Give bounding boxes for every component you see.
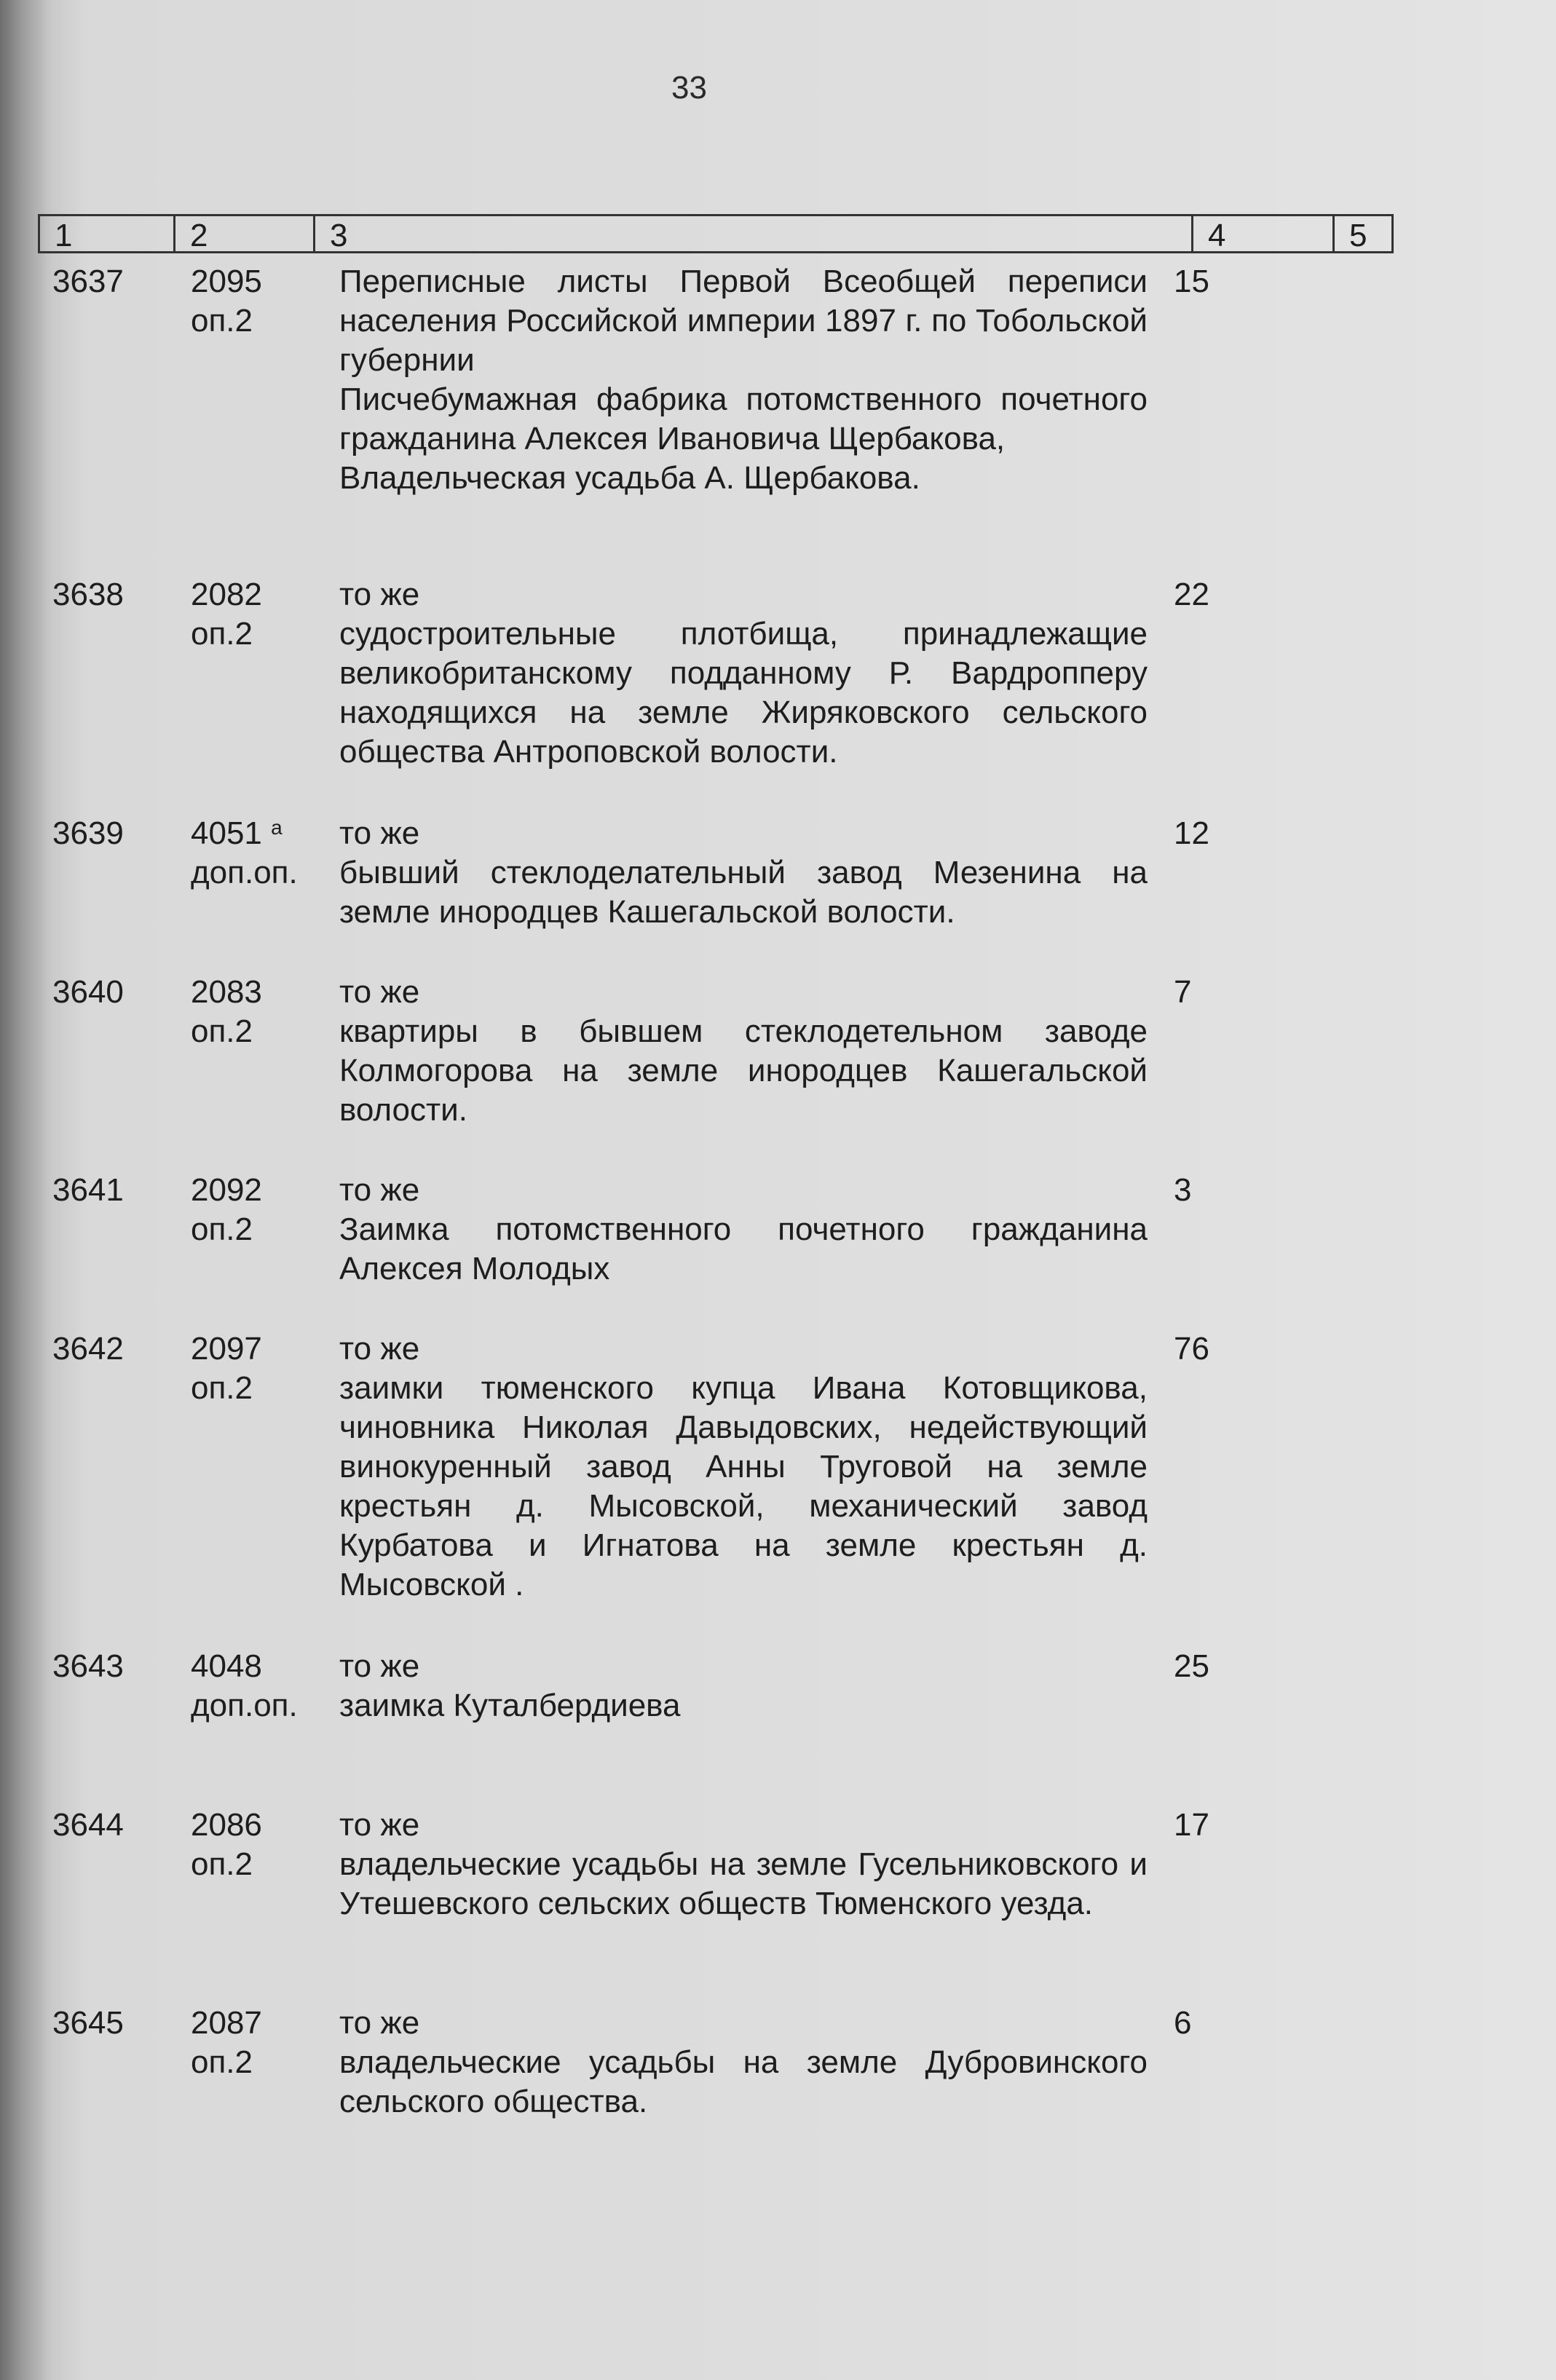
fund-number: 2095 xyxy=(191,264,262,299)
entry-sheet-count: 15 xyxy=(1174,264,1209,299)
description-line: Писчебумажная фабрика потомственного почетного гражданина Алексея Ивановича Щербакова, xyxy=(339,381,1148,456)
description-line: Переписные листы Первой Всеобщей переписи населения Российской империи 1897 г. по Тобольской губернии xyxy=(339,264,1148,378)
entry-sheet-count: 17 xyxy=(1174,1807,1209,1843)
fund-superscript: а xyxy=(271,816,283,839)
entry-description xyxy=(339,973,1148,1130)
entry-fund xyxy=(191,1171,329,1249)
description-line: то же xyxy=(339,815,420,851)
entry-description xyxy=(339,1647,1148,1725)
description-line: то же xyxy=(339,1172,420,1208)
entry-number: 3638 xyxy=(52,577,124,612)
description-line: Заимка потомственного почетного гражданина Алексея Молодых xyxy=(339,1211,1148,1286)
fund-number: 2083 xyxy=(191,974,262,1010)
entry-number: 3643 xyxy=(52,1648,124,1684)
inventory-label: оп.2 xyxy=(191,1370,253,1406)
entry-description xyxy=(339,262,1148,498)
entry-sheet-count: 12 xyxy=(1174,815,1209,851)
description-line: квартиры в бывшем стеклодетельном заводе Колмогорова на земле инородцев Кашегальской волости. xyxy=(339,1013,1148,1128)
inventory-label: оп.2 xyxy=(191,1211,253,1247)
inventory-label: оп.2 xyxy=(191,1846,253,1882)
entry-description xyxy=(339,1171,1148,1289)
fund-number: 2086 xyxy=(191,1807,262,1843)
fund-number: 2092 xyxy=(191,1172,262,1208)
page-number: 33 xyxy=(671,70,707,106)
description-line: судостроительные плотбища, принадлежащие великобританскому подданному Р. Вардропперу находящихся на земле Жиряковского сельского общества Антроповской волости. xyxy=(339,616,1148,770)
entry-fund xyxy=(191,1647,329,1725)
description-line: заимка Куталбердиева xyxy=(339,1688,681,1723)
entry-fund xyxy=(191,1329,329,1408)
description-line: то же xyxy=(339,1331,420,1367)
description-line: то же xyxy=(339,2005,420,2041)
entry-sheet-count: 25 xyxy=(1174,1648,1209,1684)
entry-number: 3641 xyxy=(52,1172,124,1208)
description-line: заимки тюменского купца Ивана Котовщикова, чиновника Николая Давыдовских, недействующий винокуренный завод Анны Труговой на земле крестьян д. Мысовской, механический завод Курбатова и Игнатова на земле крестьян д. Мысовской . xyxy=(339,1370,1148,1602)
entry-sheet-count: 22 xyxy=(1174,577,1209,612)
fund-number: 2097 xyxy=(191,1331,262,1367)
entry-description xyxy=(339,1329,1148,1605)
entry-sheet-count: 6 xyxy=(1174,2005,1192,2041)
column-header-2: 2 xyxy=(175,216,315,251)
entry-number: 3642 xyxy=(52,1331,124,1367)
fund-number: 4051 xyxy=(191,815,262,851)
description-line: владельческие усадьбы на земле Дубровинского сельского общества. xyxy=(339,2044,1148,2119)
entry-fund xyxy=(191,575,329,654)
fund-number: 4048 xyxy=(191,1648,262,1684)
entry-description xyxy=(339,814,1148,932)
inventory-label: оп.2 xyxy=(191,303,253,339)
entry-number: 3639 xyxy=(52,815,124,851)
column-header-row xyxy=(38,214,1394,253)
entry-fund xyxy=(191,1806,329,1884)
column-header-3: 3 xyxy=(315,216,1193,251)
entry-description xyxy=(339,1806,1148,1924)
entry-fund xyxy=(191,262,329,341)
entry-sheet-count: 3 xyxy=(1174,1172,1192,1208)
description-line: то же xyxy=(339,1648,420,1684)
entry-number: 3645 xyxy=(52,2005,124,2041)
entry-number: 3644 xyxy=(52,1807,124,1843)
description-line: владельческие усадьбы на земле Гусельниковского и Утешевского сельских обществ Тюменского уезда. xyxy=(339,1846,1148,1921)
entry-fund xyxy=(191,2004,329,2082)
inventory-label: оп.2 xyxy=(191,1013,253,1049)
entry-fund xyxy=(191,973,329,1051)
entry-description xyxy=(339,2004,1148,2122)
inventory-label: оп.2 xyxy=(191,616,253,652)
inventory-label: доп.оп. xyxy=(191,1688,298,1723)
column-header-5: 5 xyxy=(1349,218,1367,253)
entry-description xyxy=(339,575,1148,772)
inventory-label: оп.2 xyxy=(191,2044,253,2080)
description-line: то же xyxy=(339,577,420,612)
inventory-label: доп.оп. xyxy=(191,855,298,890)
column-header-4: 4 xyxy=(1193,216,1335,251)
description-line: Владельческая усадьба А. Щербакова. xyxy=(339,460,920,496)
description-line: бывший стеклоделательный завод Мезенина на земле инородцев Кашегальской волости. xyxy=(339,855,1148,930)
entry-number: 3640 xyxy=(52,974,124,1010)
fund-number: 2087 xyxy=(191,2005,262,2041)
column-header-1: 1 xyxy=(40,216,175,251)
entry-sheet-count: 7 xyxy=(1174,974,1192,1010)
entry-number: 3637 xyxy=(52,264,124,299)
entry-fund xyxy=(191,814,329,893)
entry-sheet-count: 76 xyxy=(1174,1331,1209,1367)
description-line: то же xyxy=(339,1807,420,1843)
fund-number: 2082 xyxy=(191,577,262,612)
description-line: то же xyxy=(339,974,420,1010)
